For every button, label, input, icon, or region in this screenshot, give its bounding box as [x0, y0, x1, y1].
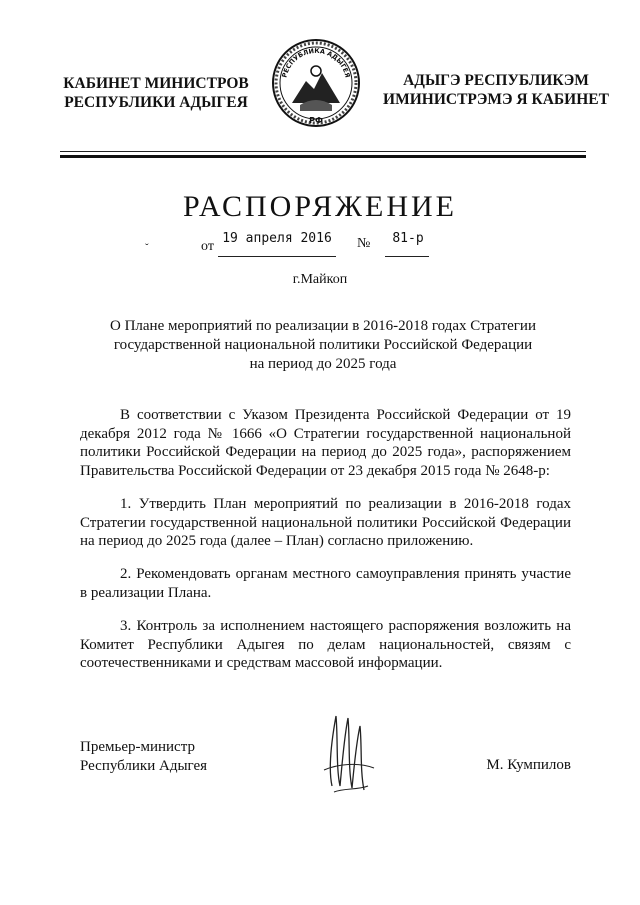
signatory-title: [80, 738, 207, 776]
header-left-line2: РЕСПУБЛИКИ АДЫГЕЯ: [64, 94, 248, 111]
emblem-bottom-text: РФ: [309, 116, 323, 125]
body-paragraph-preamble: В соответствии с Указом Президента Российской Федерации от 19 декабря 2012 года № 1666 «О Стратегии государственной национальной политики Российской Федерации на период до 2025 года», распоряжением Правительства Российской Федерации от 23 декабря 2015 года № 2648-р:: [80, 407, 571, 479]
body-paragraph-item-1: 1. Утвердить План мероприятий по реализации в 2016-2018 годах Стратегии государственной национальной политики Российской Федерации на период до 2025 года (далее – План) согласно приложению.: [80, 496, 571, 549]
scan-mark: ˇ: [145, 242, 149, 254]
header-divider-thin: [60, 151, 586, 152]
subject-line: О Плане мероприятий по реализации в 2016-2018 годах Стратегии: [110, 318, 536, 334]
document-type-title: РАСПОРЯЖЕНИЕ: [182, 190, 458, 223]
header-right-line1: АДЫГЭ РЕСПУБЛИКЭМ: [403, 72, 589, 89]
subject-line: на период до 2025 года: [249, 356, 397, 372]
document-date: 19 апреля 2016: [222, 231, 332, 246]
document-number: 81-р: [392, 231, 424, 246]
coat-of-arms-emblem-icon: [270, 33, 362, 133]
document-subject: [60, 317, 586, 374]
document-city: г.Майкоп: [292, 272, 348, 287]
date-from-label: от: [201, 239, 214, 254]
signatory-title-line1: Премьер-министр: [80, 739, 195, 755]
emblem-arc-text: РЕСПУБЛИКА АДЫГЕЯ: [280, 46, 352, 79]
header-divider-thick: [60, 155, 586, 158]
body-paragraph-item-3: 3. Контроль за исполнением настоящего распоряжения возложить на Комитет Республики Адыгея по делам национальностей, связям с соотечественниками и средствам массовой информации.: [80, 618, 571, 671]
number-underline: [385, 256, 429, 257]
header-right-line2: ИМИНИСТРЭМЭ Я КАБИНЕТ: [383, 91, 609, 108]
signatory-name: М. Кумпилов: [486, 757, 571, 773]
header-left-line1: КАБИНЕТ МИНИСТРОВ: [63, 75, 249, 92]
handwritten-signature-icon: [318, 708, 378, 794]
number-label: №: [357, 236, 371, 251]
signatory-title-line2: Республики Адыгея: [80, 758, 208, 774]
header-left: [56, 74, 256, 112]
body-paragraph-item-2: 2. Рекомендовать органам местного самоуправления принять участие в реализации Плана.: [80, 566, 571, 601]
header-right: [382, 71, 610, 109]
subject-line: государственной национальной политики Российской Федерации: [113, 337, 533, 353]
date-underline: [218, 256, 336, 257]
